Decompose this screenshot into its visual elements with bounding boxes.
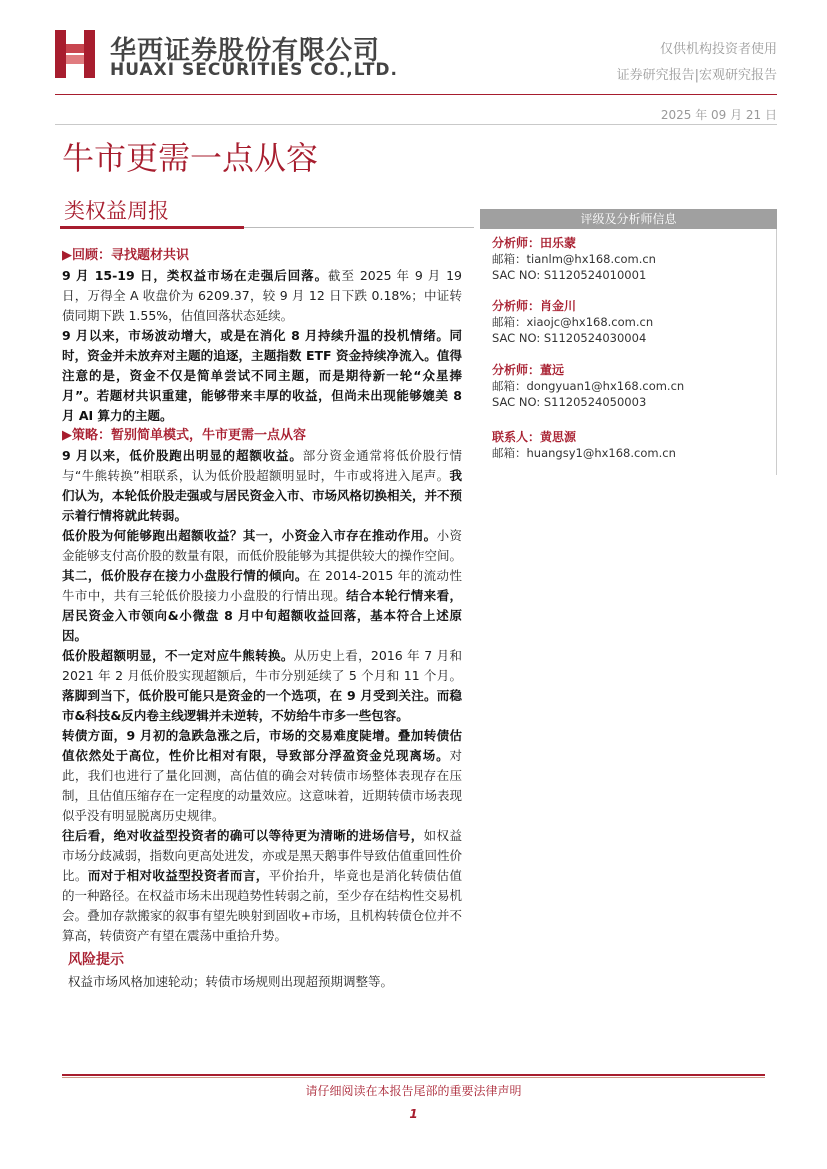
risk-text: 权益市场风格加速轮动；转债市场规则出现超预期调整等。 (68, 974, 394, 989)
date-divider (55, 124, 777, 125)
review-paragraph-2: 9 月以来，市场波动增大，或是在消化 8 月持续升温的投机情绪。同时，资金并未放弃对主题的追逐，主题指数 ETF 资金持续净流入。值得注意的是，资金不仅是简单尝试不同主题，而是期待新一轮“众星捧月”。若题材共识重建，能够带来丰厚的收益，但尚未出现能够媲美 8 月 AI 算力的主题。 (62, 328, 462, 423)
contact-email[interactable]: 邮箱：huangsy1@hx168.com.cn (492, 446, 676, 460)
subtitle-rule (244, 227, 474, 228)
report-date: 2025 年 09 月 21 日 (660, 108, 777, 122)
strategy-paragraph-2: 低价股为何能够跑出超额收益？其一，小资金入市存在推动作用。小资金能够支付高价股的数量有限，而低价股能够为其提供较大的操作空间。其二，低价股存在接力小盘股行情的倾向。在 2014-2015 年的流动性牛市中，共有三轮低价股接力小盘股的行情出现。结合本轮行情来看，居民资金入市领向&小微盘 8 月中旬超额收益回落，基本符合上述原因。 (62, 528, 463, 643)
strategy-paragraph-3: 低价股超额明显，不一定对应牛熊转换。从历史上看，2016 年 7 月和 2021 年 2 月低价股实现超额后，牛市分别延续了 5 个月和 11 个月。落脚到当下，低价股可能只是资金的一个选项，在 9 月受到关注。而稳市&科技&反内卷主线逻辑并未逆转，不妨给牛市多一些包容。 (62, 648, 462, 723)
analyst-sac: SAC NO: S1120524050003 (492, 395, 647, 409)
contact-name: 联系人：黄思源 (492, 430, 577, 444)
huaxi-logo (55, 30, 95, 78)
analyst-sac: SAC NO: S1120524030004 (492, 331, 647, 345)
analyst-sac: SAC NO: S1120524010001 (492, 268, 647, 282)
page-number: 1 (409, 1107, 418, 1121)
report-title: 牛市更需一点从容 (62, 139, 319, 177)
section-strategy-heading: ▶策略：暂别简单模式，牛市更需一点从容 (62, 428, 307, 443)
analyst-name: 分析师：田乐蒙 (492, 236, 577, 250)
analyst-name: 分析师：肖金川 (492, 299, 577, 313)
header-divider (55, 94, 777, 95)
analyst-card (492, 298, 653, 346)
report-body (62, 246, 462, 992)
contact-card (492, 429, 676, 461)
legal-notice[interactable]: 请仔细阅读在本报告尾部的重要法律声明 (305, 1084, 522, 1098)
company-name-cn: 华西证券股份有限公司 (110, 36, 381, 66)
analyst-email[interactable]: 邮箱：xiaojc@hx168.com.cn (492, 315, 654, 329)
strategy-paragraph-4: 转债方面，9 月初的急跌急涨之后，市场的交易难度陡增。叠加转债估值依然处于高位，性价比相对有限，导致部分浮盈资金兑现离场。对此，我们也进行了量化回测，高估值的确会对转债市场整体表现存在压制，且估值压缩存在一定程度的动量效应。这意味着，近期转债市场表现似乎没有明显脱离历史规律。 (62, 728, 463, 823)
review-paragraph-1: 9 月 15-19 日，类权益市场在走强后回落。截至 2025 年 9 月 19 日，万得全 A 收盘价为 6209.37，较 9 月 12 日下跌 0.18%；中证转债同期下跌 1.55%，估值回落状态延续。 (62, 268, 462, 323)
strategy-paragraph-5: 往后看，绝对收益型投资者的确可以等待更为清晰的进场信号，如权益市场分歧减弱，指数向更高处进发，亦或是黑天鹅事件导致估值重回性价比。而对于相对收益型投资者而言，平价抬升，毕竟也是消化转债估值的一种路径。在权益市场未出现趋势性转弱之前，至少存在结构性交易机会。叠加存款搬家的叙事有望先映射到固收+市场，且机构转债仓位并不算高，转债资产有望在震荡中重拾升势。 (62, 828, 463, 943)
analyst-name: 分析师：董远 (492, 363, 565, 377)
footer-divider-thin (62, 1077, 765, 1078)
strategy-paragraph-1: 9 月以来，低价股跑出明显的超额收益。部分资金通常将低价股行情与“牛熊转换”相联系，认为低价股超额明显时，牛市或将进入尾声。我们认为，本轮低价股走强或与居民资金入市、市场风格切换相关，并不预示着行情将就此转弱。 (62, 448, 463, 523)
report-subtitle: 类权益周报 (64, 199, 169, 223)
analyst-email[interactable]: 邮箱：tianlm@hx168.com.cn (492, 252, 656, 266)
triangle-icon: ▶ (62, 248, 72, 263)
audience-note: 仅供机构投资者使用 (659, 42, 777, 57)
triangle-icon: ▶ (62, 428, 72, 443)
analyst-card (492, 235, 656, 283)
subtitle-underline (60, 226, 244, 229)
risk-heading: 风险提示 (68, 952, 124, 968)
sidebar-header: 评级及分析师信息 (480, 209, 777, 229)
analyst-card (492, 362, 684, 410)
analyst-email[interactable]: 邮箱：dongyuan1@hx168.com.cn (492, 379, 685, 393)
footer-divider (62, 1074, 765, 1076)
report-category: 证券研究报告|宏观研究报告 (616, 68, 777, 83)
section-review-heading: ▶回顾：寻找题材共识 (62, 248, 190, 263)
company-name-en: HUAXI SECURITIES CO.,LTD. (110, 60, 398, 80)
